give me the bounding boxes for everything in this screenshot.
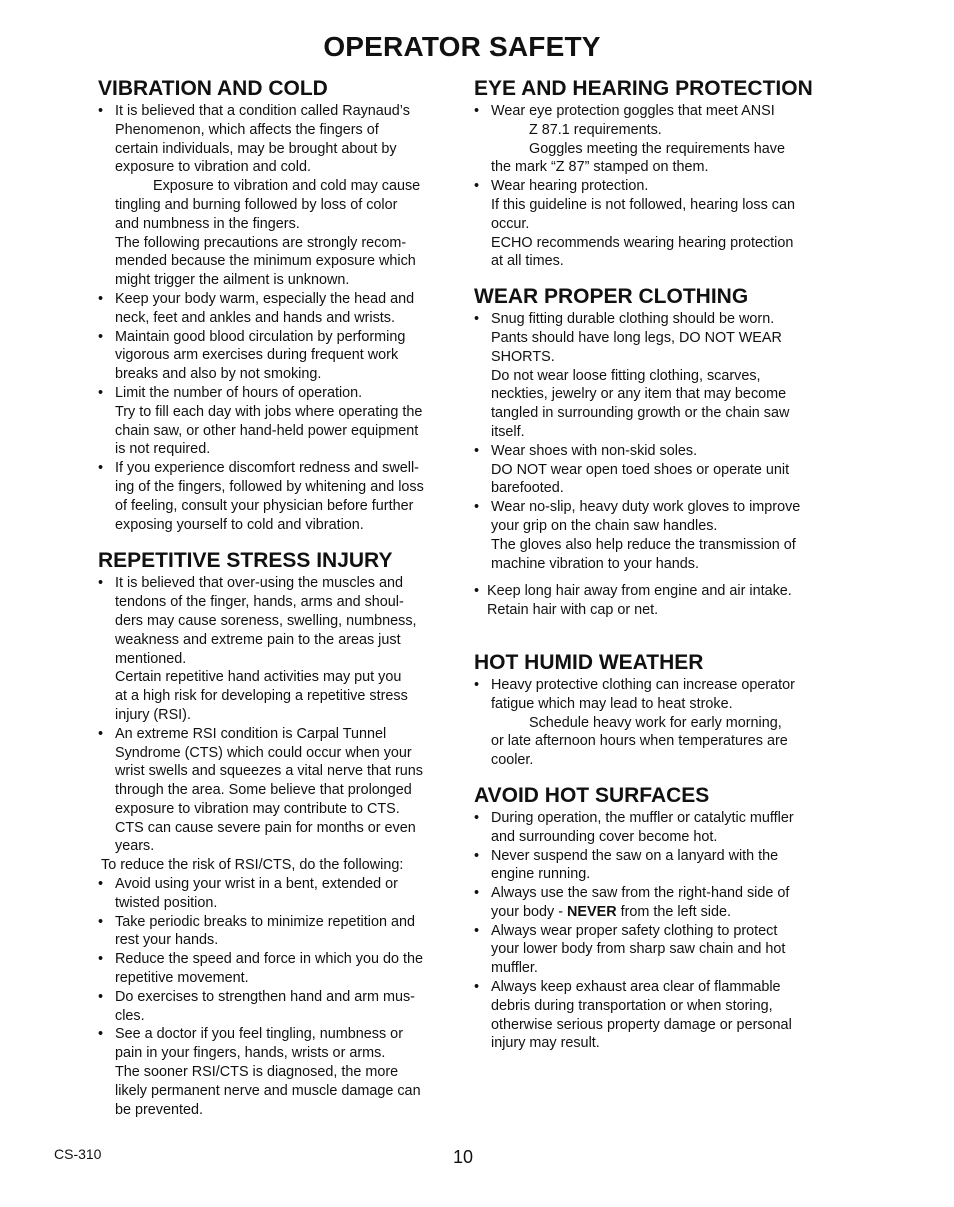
rsi-bullet-7 [98, 1025, 458, 1119]
text-line: Certain repetitive hand activities may put you [115, 669, 402, 686]
text-line: SHORTS. [491, 348, 555, 365]
text-line: tingling and burning followed by loss of color [115, 196, 398, 213]
text-line: • Snug fitting durable clothing should be worn. [491, 311, 775, 328]
eye-hearing-heading: EYE AND HEARING PROTECTION [474, 77, 813, 100]
text-line: • Wear hearing protection. [491, 178, 649, 195]
text-line: through the area. Some believe that prolonged [115, 782, 412, 799]
text-line: tangled in surrounding growth or the chain saw [491, 405, 790, 422]
text-line: be prevented. [115, 1101, 204, 1118]
text-line: breaks and also by not smoking. [115, 366, 322, 383]
text-line: Z 87.1 requirements. [529, 121, 662, 138]
vibration-bullet-4 [98, 384, 458, 459]
text-line: muffler. [491, 960, 538, 977]
text-line: Syndrome (CTS) which could occur when your [115, 744, 412, 761]
clothing-bullet-3 [474, 498, 834, 573]
text-line: machine vibration to your hands. [491, 555, 699, 572]
vibration-heading: VIBRATION AND COLD [98, 77, 328, 100]
text-line: or late afternoon hours when temperatures are [491, 733, 788, 750]
text-line: cles. [115, 1007, 145, 1024]
text-line: of feeling, consult your physician before further [115, 497, 414, 514]
text-line: • Keep long hair away from engine and air intake. [487, 583, 792, 600]
rsi-intro: To reduce the risk of RSI/CTS, do the following: [101, 857, 404, 874]
rsi-bullet-1 [98, 574, 458, 724]
text-line: • It is believed that a condition called Raynaud’s [115, 103, 410, 119]
text-line: at a high risk for developing a repetitive stress [115, 688, 408, 705]
hot-bullet-3 [474, 884, 834, 922]
text-line: exposure to vibration and cold. [115, 159, 311, 176]
text-fragment: your body - [491, 903, 567, 920]
text-line: repetitive movement. [115, 970, 249, 987]
text-line: ing of the fingers, followed by whitening and loss [115, 478, 424, 495]
hot-bullet-2 [474, 847, 834, 885]
humid-bullet-1 [474, 676, 834, 770]
text-line: Schedule heavy work for early morning, [529, 714, 782, 731]
rsi-heading: REPETITIVE STRESS INJURY [98, 549, 393, 573]
text-line: is not required. [115, 441, 211, 458]
clothing-heading: WEAR PROPER CLOTHING [474, 285, 749, 309]
text-line: debris during transportation or when storing, [491, 997, 773, 1014]
text-line: CTS can cause severe pain for months or even [115, 819, 416, 836]
eye-bullet-2 [474, 177, 834, 271]
text-line: Try to fill each day with jobs where operating the [115, 403, 423, 420]
hot-bullet-5 [474, 978, 834, 1053]
text-line: weakness and extreme pain to the areas just [115, 631, 401, 648]
text-line: years. [115, 838, 155, 855]
text-line: fatigue which may lead to heat stroke. [491, 695, 733, 712]
text-line: tendons of the finger, hands, arms and shoul- [115, 594, 404, 611]
text-line: your grip on the chain saw handles. [491, 517, 718, 534]
rsi-bullet-6 [98, 988, 458, 1026]
text-line: itself. [491, 423, 525, 440]
rsi-bullet-4 [98, 913, 458, 951]
text-line: ECHO recommends wearing hearing protection [491, 234, 794, 251]
text-line: Goggles meeting the requirements have [529, 140, 785, 157]
model-number: CS-310 [54, 1146, 102, 1162]
text-line: pain in your fingers, hands, wrists or arms. [115, 1045, 386, 1062]
text-line: and numbness in the fingers. [115, 215, 300, 232]
text-line: your lower body from sharp saw chain and hot [491, 941, 786, 958]
text-line: • Do exercises to strengthen hand and arm mus- [115, 988, 415, 1005]
left-column [98, 76, 458, 1119]
text-line: Pants should have long legs, DO NOT WEAR [491, 329, 782, 346]
text-line: • Wear eye protection goggles that meet ANSI [491, 103, 775, 119]
vibration-bullet-1 [98, 102, 458, 290]
text-line: • See a doctor if you feel tingling, numbness or [115, 1026, 403, 1043]
text-line: occur. [491, 215, 530, 232]
text-line: otherwise serious property damage or personal [491, 1016, 792, 1033]
text-line [491, 903, 834, 922]
text-line: • Avoid using your wrist in a bent, extended or [115, 876, 398, 893]
vibration-bullet-3 [98, 328, 458, 384]
text-line: Exposure to vibration and cold may cause [153, 178, 421, 195]
text-line: might trigger the ailment is unknown. [115, 272, 350, 289]
vibration-bullet-2 [98, 290, 458, 328]
text-line: • Take periodic breaks to minimize repetition and [115, 913, 415, 930]
text-line: neckties, jewelry or any item that may become [491, 386, 787, 403]
text-line: • Always keep exhaust area clear of flammable [491, 979, 781, 996]
text-fragment: from the left side. [616, 903, 731, 920]
text-line: ders may cause soreness, swelling, numbness, [115, 612, 417, 629]
hot-bullet-1 [474, 809, 834, 847]
right-column [474, 76, 834, 1053]
text-line: • Heavy protective clothing can increase operator [491, 676, 795, 693]
text-line: mended because the minimum exposure which [115, 253, 416, 270]
text-line: likely permanent nerve and muscle damage can [115, 1082, 421, 1099]
clothing-bullet-1 [474, 310, 834, 442]
rsi-bullet-2 [98, 725, 458, 857]
text-line: wrist swells and squeezes a vital nerve that runs [115, 763, 423, 780]
clothing-bullet-2 [474, 442, 834, 498]
text-line: DO NOT wear open toed shoes or operate unit [491, 461, 790, 478]
text-line: certain individuals, may be brought about by [115, 140, 397, 157]
text-line: • Maintain good blood circulation by performing [115, 328, 406, 345]
text-line: • It is believed that over-using the muscles and [115, 575, 403, 592]
text-line: • During operation, the muffler or catalytic muffler [491, 809, 794, 826]
hot-bullet-4 [474, 922, 834, 978]
text-line: the mark “Z 87” stamped on them. [491, 159, 709, 176]
eye-bullet-1 [474, 102, 834, 177]
text-line: • An extreme RSI condition is Carpal Tunnel [115, 725, 387, 742]
rsi-bullet-3 [98, 875, 458, 913]
text-line: cooler. [491, 752, 534, 769]
text-line: • Reduce the speed and force in which you do the [115, 951, 424, 968]
humid-heading: HOT HUMID WEATHER [474, 650, 704, 674]
text-line: chain saw, or other hand-held power equipment [115, 422, 419, 439]
text-line: The sooner RSI/CTS is diagnosed, the more [115, 1064, 399, 1081]
hot-surfaces-heading: AVOID HOT SURFACES [474, 783, 710, 807]
text-line: • Wear shoes with non-skid soles. [491, 442, 698, 459]
text-line: exposure to vibration may contribute to CTS. [115, 800, 400, 817]
text-line: injury may result. [491, 1035, 600, 1052]
text-line: mentioned. [115, 650, 187, 667]
text-line: and surrounding cover become hot. [491, 828, 718, 845]
text-line: exposing yourself to cold and vibration. [115, 516, 364, 533]
text-line: injury (RSI). [115, 706, 191, 723]
text-line: at all times. [491, 253, 564, 270]
never-emphasis: NEVER [567, 903, 617, 920]
page-title: OPERATOR SAFETY [323, 31, 601, 62]
page-number: 10 [453, 1147, 474, 1167]
text-line: The following precautions are strongly recom- [115, 234, 407, 251]
text-line: If this guideline is not followed, hearing loss can [491, 196, 795, 213]
text-line: The gloves also help reduce the transmission of [491, 536, 796, 553]
text-line: • Wear no-slip, heavy duty work gloves to improve [491, 499, 801, 516]
text-line: rest your hands. [115, 932, 219, 949]
text-line: twisted position. [115, 894, 218, 911]
text-line: Do not wear loose fitting clothing, scarves, [491, 367, 761, 384]
rsi-bullet-5 [98, 950, 458, 988]
vibration-bullet-5 [98, 459, 458, 534]
text-line: neck, feet and ankles and hands and wrists. [115, 309, 395, 326]
text-line: Phenomenon, which affects the fingers of [115, 121, 379, 138]
text-line: • Always use the saw from the right-hand side of [491, 885, 790, 902]
text-line: barefooted. [491, 480, 564, 497]
text-line: Retain hair with cap or net. [487, 602, 659, 619]
text-line: vigorous arm exercises during frequent work [115, 347, 399, 364]
text-line: • Keep your body warm, especially the head and [115, 290, 415, 307]
text-line: • Never suspend the saw on a lanyard with the [491, 847, 779, 864]
clothing-bullet-4 [474, 582, 834, 620]
text-line: • If you experience discomfort redness and swell- [115, 460, 419, 477]
text-line: engine running. [491, 866, 591, 883]
text-line: • Always wear proper safety clothing to protect [491, 922, 778, 939]
text-line: • Limit the number of hours of operation. [115, 384, 363, 401]
